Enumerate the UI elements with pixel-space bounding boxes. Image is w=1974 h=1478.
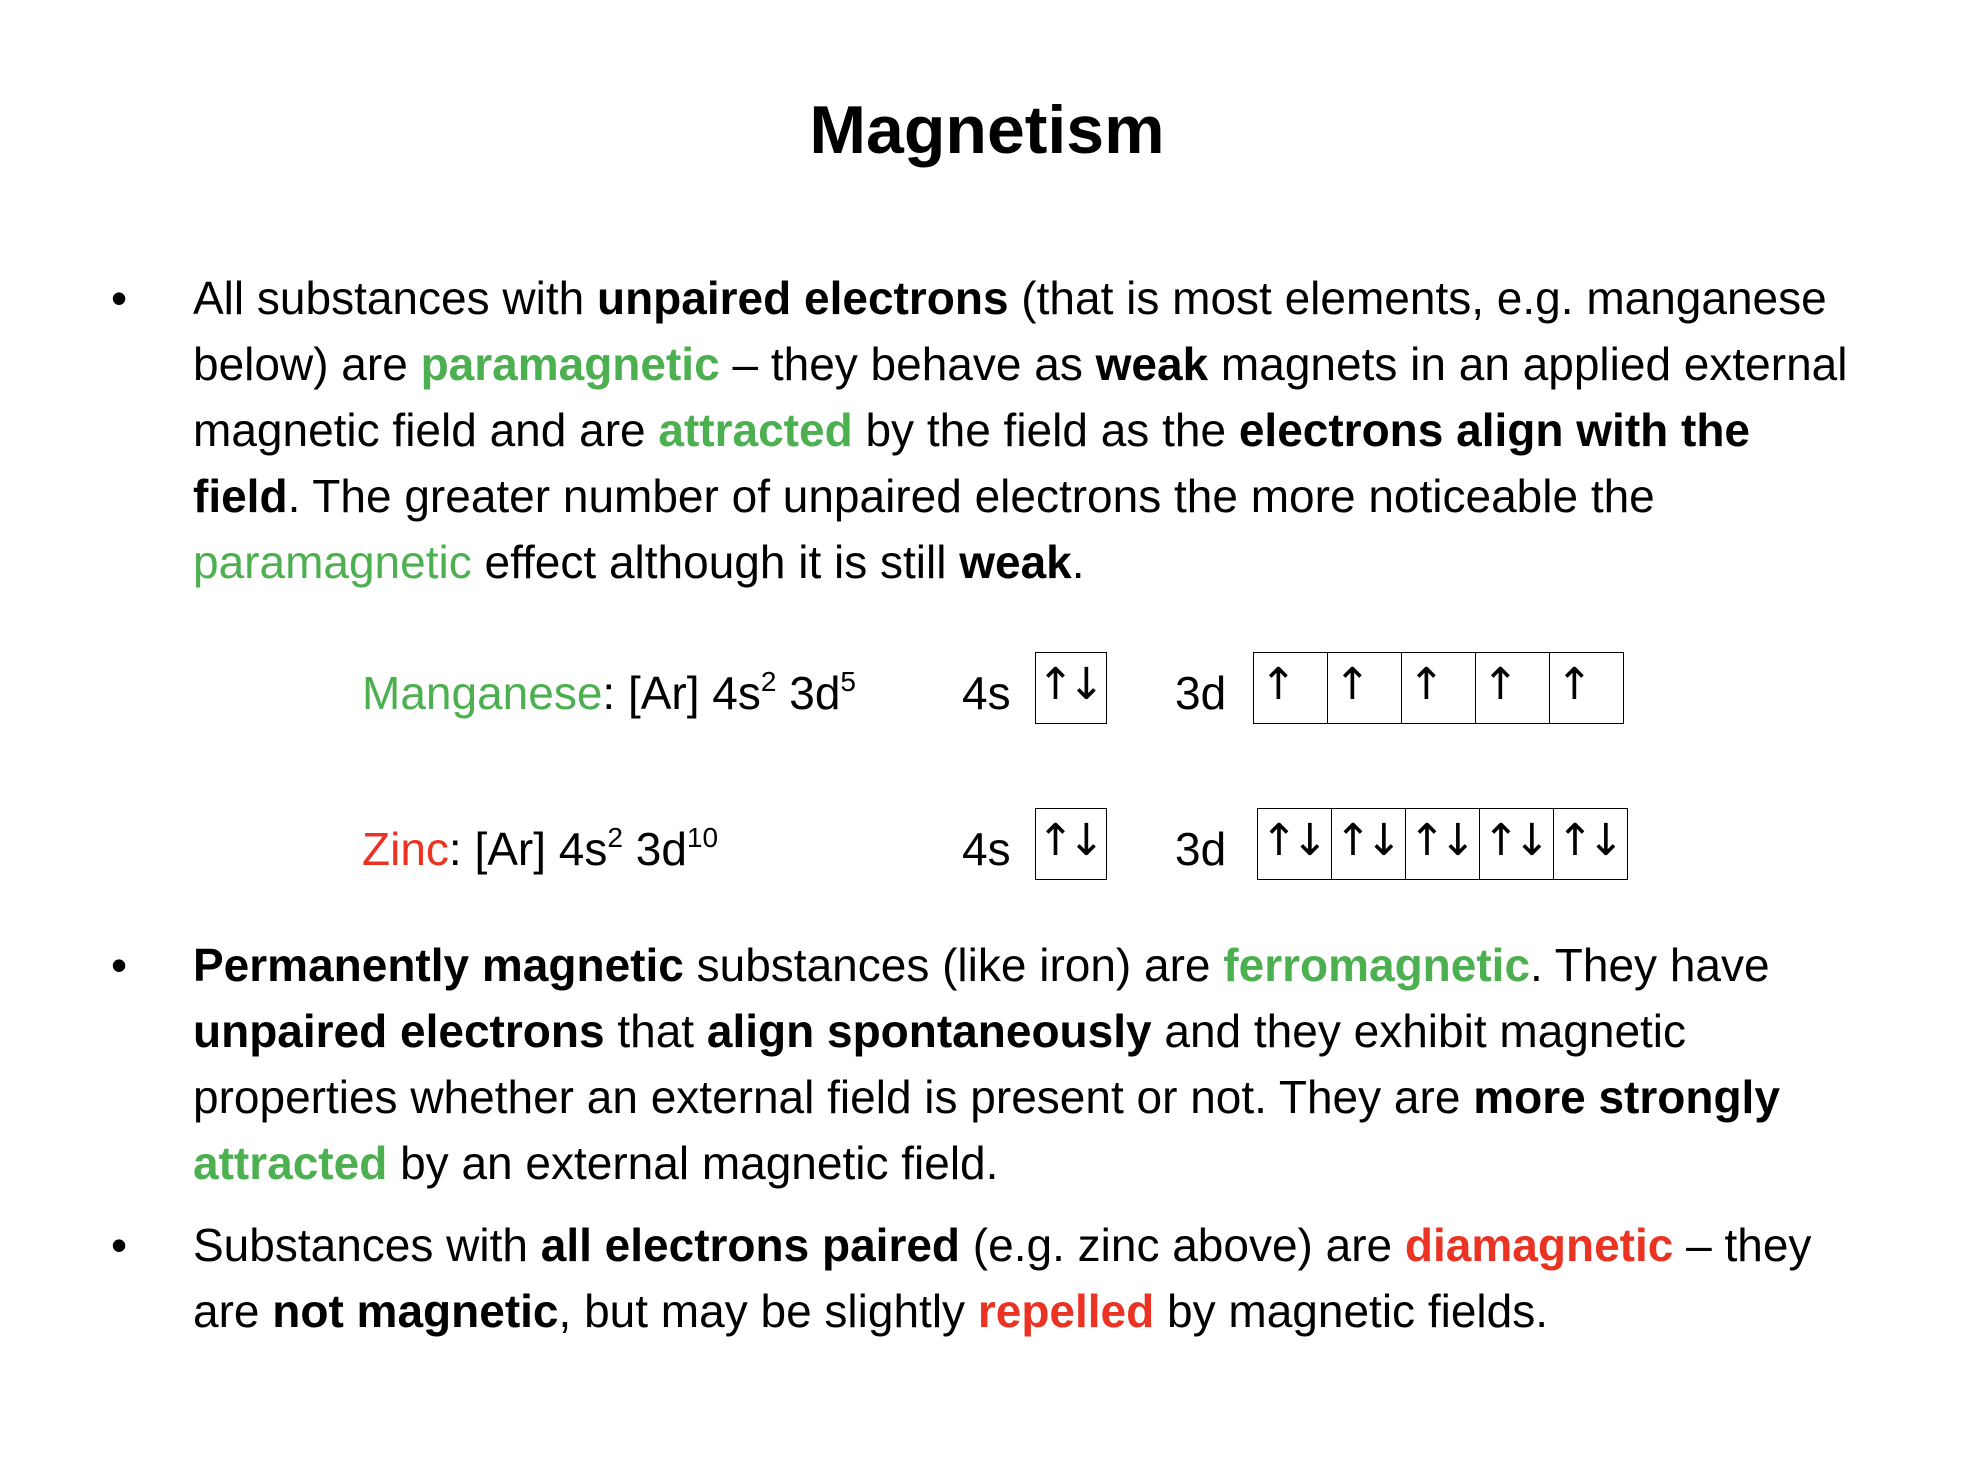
bullet-marker: • [111, 1219, 128, 1271]
orbital-box-3d: ↑ [1253, 652, 1328, 724]
config-text: 3d [622, 823, 687, 875]
text-span-bold: all electrons paired [540, 1219, 961, 1271]
text-span: Substances with [193, 1219, 541, 1271]
orbital-label-4s: 4s [962, 667, 1011, 719]
config-text: : [Ar] 4s [448, 823, 608, 875]
text-span-bold: more strongly [1473, 1071, 1780, 1123]
orbital-box-4s: ↑↓ [1035, 652, 1107, 724]
manganese-name: Manganese [362, 667, 603, 719]
superscript: 5 [840, 666, 856, 697]
zinc-name: Zinc [362, 823, 449, 875]
bullet-marker: • [111, 272, 128, 324]
bullet-paramagnetic [111, 265, 1853, 595]
text-span-bold: unpaired electrons [596, 272, 1009, 324]
orbital-box-3d: ↑ [1327, 652, 1402, 724]
superscript: 2 [607, 822, 623, 853]
orbital-box-3d: ↑↓ [1257, 808, 1332, 880]
orbital-label-4s: 4s [962, 823, 1011, 875]
text-span: substances (like iron) are [683, 939, 1224, 991]
text-span: . They have [1530, 939, 1770, 991]
text-span-bold: align spontaneously [706, 1005, 1152, 1057]
text-span: (e.g. zinc above) are [960, 1219, 1405, 1271]
superscript: 2 [760, 666, 777, 697]
manganese-config-row [0, 652, 1974, 732]
orbital-box-3d: ↑ [1475, 652, 1550, 724]
slide-title: Magnetism [809, 92, 1165, 168]
text-span-bold: weak [959, 536, 1072, 588]
superscript: 10 [686, 822, 719, 853]
zinc-config-label [362, 816, 718, 889]
orbital-box-3d: ↑ [1401, 652, 1476, 724]
text-span: . [1071, 536, 1085, 588]
term-ferromagnetic: ferromagnetic [1223, 939, 1531, 991]
term-attracted: attracted [658, 404, 853, 456]
orbital-box-3d: ↑↓ [1405, 808, 1480, 880]
term-paramagnetic-plain: paramagnetic [193, 536, 472, 588]
text-span: by magnetic fields. [1154, 1285, 1548, 1337]
term-attracted: attracted [193, 1137, 388, 1189]
bullet-ferromagnetic [111, 932, 1853, 1196]
text-span-bold: weak [1095, 338, 1209, 390]
text-span: effect although it is still [471, 536, 960, 588]
text-span: – they behave as [719, 338, 1096, 390]
manganese-config-label [362, 660, 856, 733]
orbital-box-3d: ↑ [1549, 652, 1624, 724]
orbital-box-3d: ↑↓ [1553, 808, 1628, 880]
text-span: All substances with [193, 272, 597, 324]
orbital-label-3d: 3d [1175, 823, 1227, 875]
text-span-bold: Permanently magnetic [193, 939, 684, 991]
zinc-config-row [0, 808, 1974, 888]
orbital-box-3d: ↑↓ [1331, 808, 1406, 880]
orbital-label-3d: 3d [1175, 667, 1227, 719]
text-span: , but may be slightly [558, 1285, 978, 1337]
text-span: by the field as the [852, 404, 1239, 456]
orbital-box-4s: ↑↓ [1035, 808, 1107, 880]
text-span: by an external magnetic field. [387, 1137, 999, 1189]
text-span: and they exhibit magnetic properties whether an external field is present or not. They are [193, 1005, 1687, 1123]
text-span: that [604, 1005, 707, 1057]
text-span-bold: not magnetic [272, 1285, 559, 1337]
term-diamagnetic: diamagnetic [1404, 1219, 1674, 1271]
orbital-box-3d: ↑↓ [1479, 808, 1554, 880]
text-span: (that is most elements, e.g. manganese below) are [193, 272, 1827, 390]
text-span-bold: unpaired electrons [193, 1005, 605, 1057]
config-text: 3d [776, 667, 841, 719]
bullet-marker: • [111, 939, 128, 991]
text-span: – they are [193, 1219, 1812, 1337]
text-span: . The greater number of unpaired electrons the more noticeable the [287, 470, 1655, 522]
term-repelled: repelled [977, 1285, 1155, 1337]
text-span: magnets in an applied external magnetic field and are [193, 338, 1848, 456]
config-text: : [Ar] 4s [602, 667, 761, 719]
text-span-bold: electrons align with the field [193, 404, 1751, 522]
bullet-diamagnetic [111, 1212, 1853, 1344]
term-paramagnetic: paramagnetic [420, 338, 720, 390]
